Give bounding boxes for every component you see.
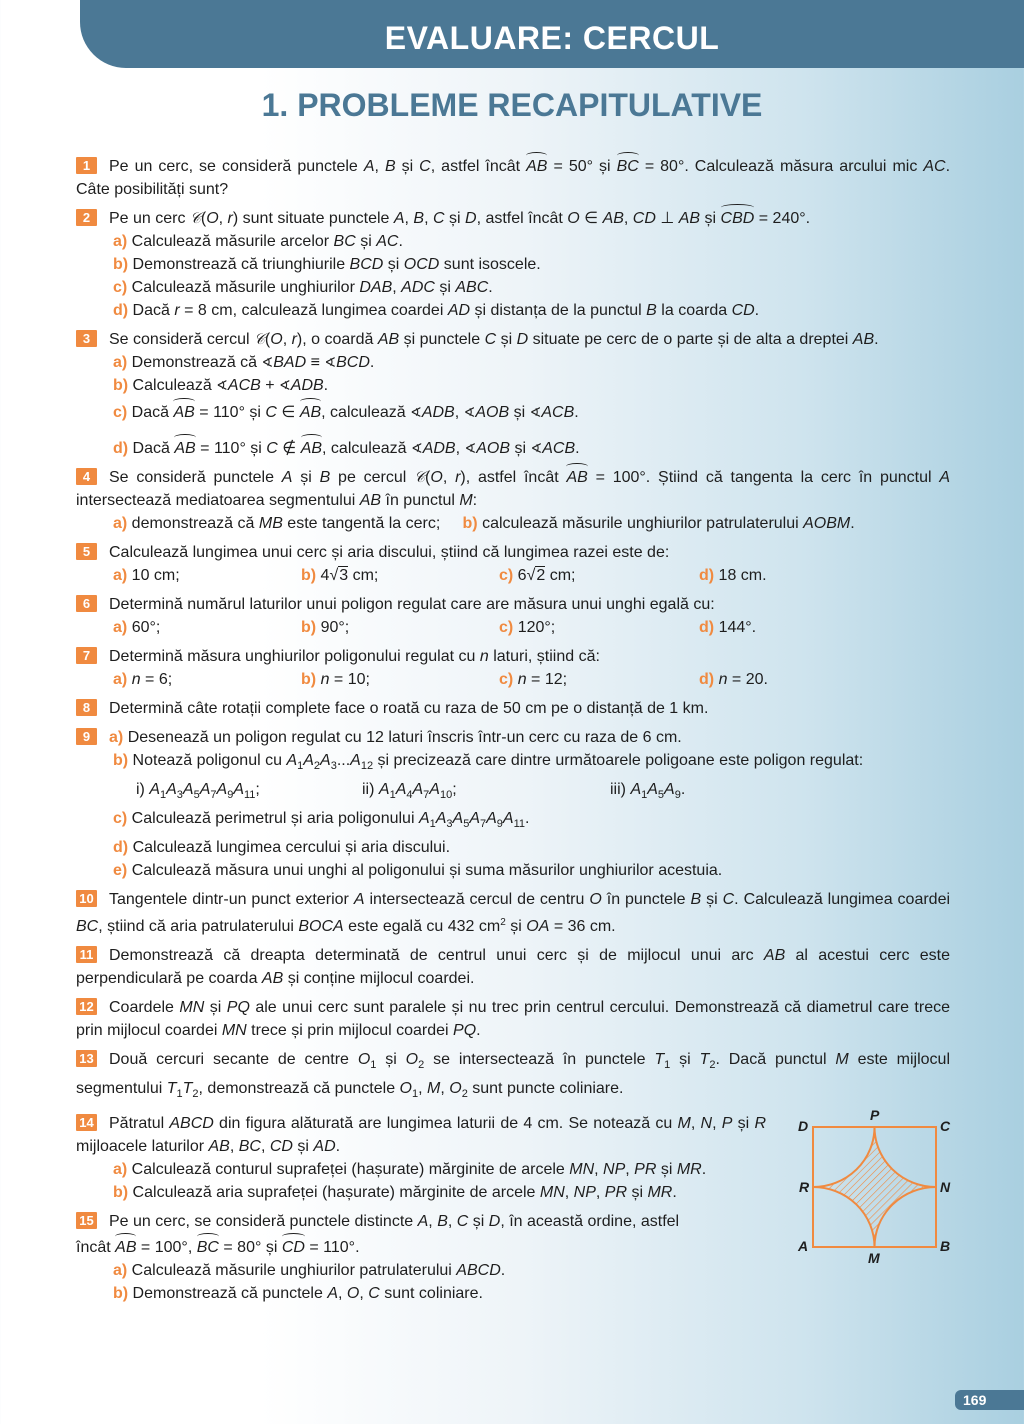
item-label: c) xyxy=(499,671,514,688)
problem-text: Determină numărul laturilor unui poligon regulat care are măsura unui unghi egală cu: xyxy=(109,596,715,613)
item-label: e) xyxy=(113,862,128,879)
item-label: b) xyxy=(113,256,129,273)
label-b: B xyxy=(940,1238,951,1254)
item-label: b) xyxy=(113,752,129,769)
item-label: a) xyxy=(113,1262,128,1279)
item-label: c) xyxy=(499,567,514,584)
label-p: P xyxy=(870,1107,880,1123)
page-number: 169 xyxy=(955,1390,1024,1410)
problem-14: 14 Pătratul ABCD din figura alăturată are lungimea laturii de 4 cm. Se notează cu M, N, P și R mijloacele laturilor AB, BC, CD și AD. a) Calculează conturul suprafeței (hașurate) mărginite de arcele MN, NP, PR și MR. b) Calculează aria suprafeței (hașurate) mărginite de arcele MN, NP, PR și MR. xyxy=(76,1115,767,1201)
hatched-region xyxy=(813,1127,936,1247)
item-label: a) xyxy=(113,567,128,584)
problem-number: 3 xyxy=(76,330,97,347)
problem-9: 9 a) Desenează un poligon regulat cu 12 laturi înscris într-un cerc cu raza de 6 cm. b) Notează poligonul cu $A_1A_2A_3...A_{12}$ și precizează care dintre următoarele poligoane este poligon regulat: i) $A_1A_3A_5A_7A_9A_{11}$; ii) $A_1A_4A_7A_{10}$; iii) $A_1A_5A_9$. c) Calculează perimetrul și aria poligonului $A_1A_3A_5A_7A_9A_{11}$. d) Calculează lungimea cercului și aria discului. e) Calculează măsura unui unghi al poligonului și suma măsurilor unghiurilor acestuia. xyxy=(76,726,950,882)
item-label: c) xyxy=(499,619,514,636)
item-label: c) xyxy=(113,810,128,827)
problem-5: 5 Calculează lungimea unui cerc și aria discului, știind că lungimea razei este de: a) 10 cm; b) 4√3 cm; c) 6√2 cm; d) 18 cm. xyxy=(76,541,950,587)
item-label: a) xyxy=(109,729,124,746)
item-label: c) xyxy=(113,404,128,421)
item-text: Desenează un poligon regulat cu 12 laturi înscris într-un cerc cu raza de 6 cm. xyxy=(127,729,682,746)
problem-number: 6 xyxy=(76,595,97,612)
problem-number: 7 xyxy=(76,647,97,664)
item-label: d) xyxy=(699,671,715,688)
problem-number: 5 xyxy=(76,543,97,560)
problem-text: Determină câte rotații complete face o roată cu raza de 50 cm pe o distanță de 1 km. xyxy=(109,700,709,717)
item-value: 60°; xyxy=(131,619,161,636)
item-label: d) xyxy=(113,440,129,457)
problem-6 xyxy=(76,593,950,639)
item-label: a) xyxy=(113,1161,128,1178)
problem-number: 15 xyxy=(76,1212,97,1229)
item-label: c) xyxy=(113,279,128,296)
problem-4: 4 Se consideră punctele A și B pe cercul 𝒞(O, r), astfel încât AB = 100°. Știind că tangenta la cerc în punctul A intersectează mediatoarea segmentului AB în punctul M: a) demonstrează că MB este tangentă la cerc; b) calculează măsurile unghiurilor patrulaterului AOBM. xyxy=(76,468,951,532)
problem-number: 1 xyxy=(76,157,97,174)
problem-13: 13 Două cercuri secante de centre $O_1$ și $O_2$ se intersectează în punctele $T_1$ și $T_2$. Dacă punctul M este mijlocul segmentului $T_1T_2$, demonstrează că punctele $O_1$, M, $O_2$ sunt puncte coliniare. xyxy=(76,1051,951,1100)
item-label: a) xyxy=(113,515,128,532)
item-label: d) xyxy=(113,839,129,856)
problem-10: 10 Tangentele dintr-un punct exterior A intersectează cercul de centru O în punctele B și C. Calculează lungimea coardei BC, știind că aria patrulaterului BOCA este egală cu 432 $cm^2$ și OA = 36 cm. xyxy=(76,891,951,935)
item-label: b) xyxy=(113,1285,129,1302)
problem-number: 2 xyxy=(76,209,97,226)
item-text: Calculează măsura unui unghi al poligonului și suma măsurilor unghiurilor acestuia. xyxy=(131,862,723,879)
problem-number: 14 xyxy=(76,1114,97,1131)
item-value: 144°. xyxy=(718,619,757,636)
problem-15: 15 Pe un cerc, se consideră punctele distincte A, B, C și D, în această ordine, astfel încât AB = 100°, BC = 80° și CD = 110°. a) Calculează măsurile unghiurilor patrulaterului ABCD. b) Demonstrează că punctele A, O, C sunt coliniare. xyxy=(76,1213,680,1302)
problem-12: 12 Coardele MN și PQ ale unui cerc sunt paralele și nu trec prin centrul cercului. Demonstrează că diametrul care trece prin mijlocul coardei MN trece și prin mijlocul coardei PQ. xyxy=(76,999,951,1039)
label-c: C xyxy=(940,1118,951,1134)
square-figure xyxy=(790,1100,970,1270)
item-value: 90°; xyxy=(320,619,350,636)
item-label: b) xyxy=(301,567,317,584)
label-n: N xyxy=(940,1179,951,1195)
section-title: 1. PROBLEME RECAPITULATIVE xyxy=(261,87,763,123)
label-a: A xyxy=(798,1238,809,1254)
item-label: d) xyxy=(113,302,129,319)
item-label: a) xyxy=(113,354,128,371)
item-label: b) xyxy=(113,1184,129,1201)
item-label: b) xyxy=(301,671,317,688)
problem-number: 10 xyxy=(76,890,97,907)
label-d: D xyxy=(798,1118,809,1134)
problem-number: 13 xyxy=(76,1050,97,1067)
item-label: a) xyxy=(113,619,128,636)
label-r: R xyxy=(799,1179,810,1195)
problem-number: 12 xyxy=(76,998,97,1015)
problem-number: 8 xyxy=(76,699,97,716)
item-text: Calculează lungimea cercului și aria discului. xyxy=(132,839,451,856)
item-label: a) xyxy=(113,233,128,250)
item-label: b) xyxy=(462,515,478,532)
label-m: M xyxy=(868,1250,880,1266)
item-label: b) xyxy=(301,619,317,636)
problem-3: 3 Se consideră cercul 𝒞(O, r), o coardă AB și punctele C și D situate pe cerc de o parte și de alta a dreptei AB. a) Demonstrează că ∢BAD ≡ ∢BCD. b) Calculează ∢ACB + ∢ADB. c) Dacă AB = 110° și C ∈ AB, calculează ∢ADB, ∢AOB și ∢ACB. d) Dacă AB = 110° și C ∉ AB, calculează ∢ADB, ∢AOB și ∢ACB. xyxy=(76,328,950,460)
problem-1: 1 Pe un cerc, se consideră punctele A, B și C, astfel încât AB = 50° și BC = 80°. Calculează măsura arcului mic AC. Câte posibilități sunt? xyxy=(76,155,950,201)
problem-11: 11 Demonstrează că dreapta determinată de centrul unui cerc și de mijlocul unui arc AB al acestui cerc este perpendiculară pe coarda AB și conține mijlocul coardei. xyxy=(76,947,950,987)
problem-7: 7 Determină măsura unghiurilor poligonului regulat cu n laturi, știind că: a) n = 6; b) n = 10; c) n = 12; d) n = 20. xyxy=(76,645,950,691)
problem-number: 11 xyxy=(76,946,97,963)
page-title: EVALUARE: CERCUL xyxy=(384,20,720,56)
problem-number: 9 xyxy=(76,728,97,745)
item-label: d) xyxy=(699,619,715,636)
problem-2: 2 Pe un cerc 𝒞(O, r) sunt situate punctele A, B, C și D, astfel încât O ∈ AB, CD ⊥ AB și CBD = 240°. a) Calculează măsurile arcelor BC și AC. b) Demonstrează că triunghiurile BCD și OCD sunt isoscele. c) Calculează măsurile unghiurilor DAB, ADC și ABC. d) Dacă r = 8 cm, calculează lungimea coardei AD și distanța de la punctul B la coarda CD. xyxy=(76,207,950,322)
item-value: 120°; xyxy=(517,619,556,636)
item-label: a) xyxy=(113,671,128,688)
problem-8 xyxy=(76,697,950,720)
item-label: d) xyxy=(699,567,715,584)
item-label: b) xyxy=(113,377,129,394)
problem-number: 4 xyxy=(76,468,97,485)
